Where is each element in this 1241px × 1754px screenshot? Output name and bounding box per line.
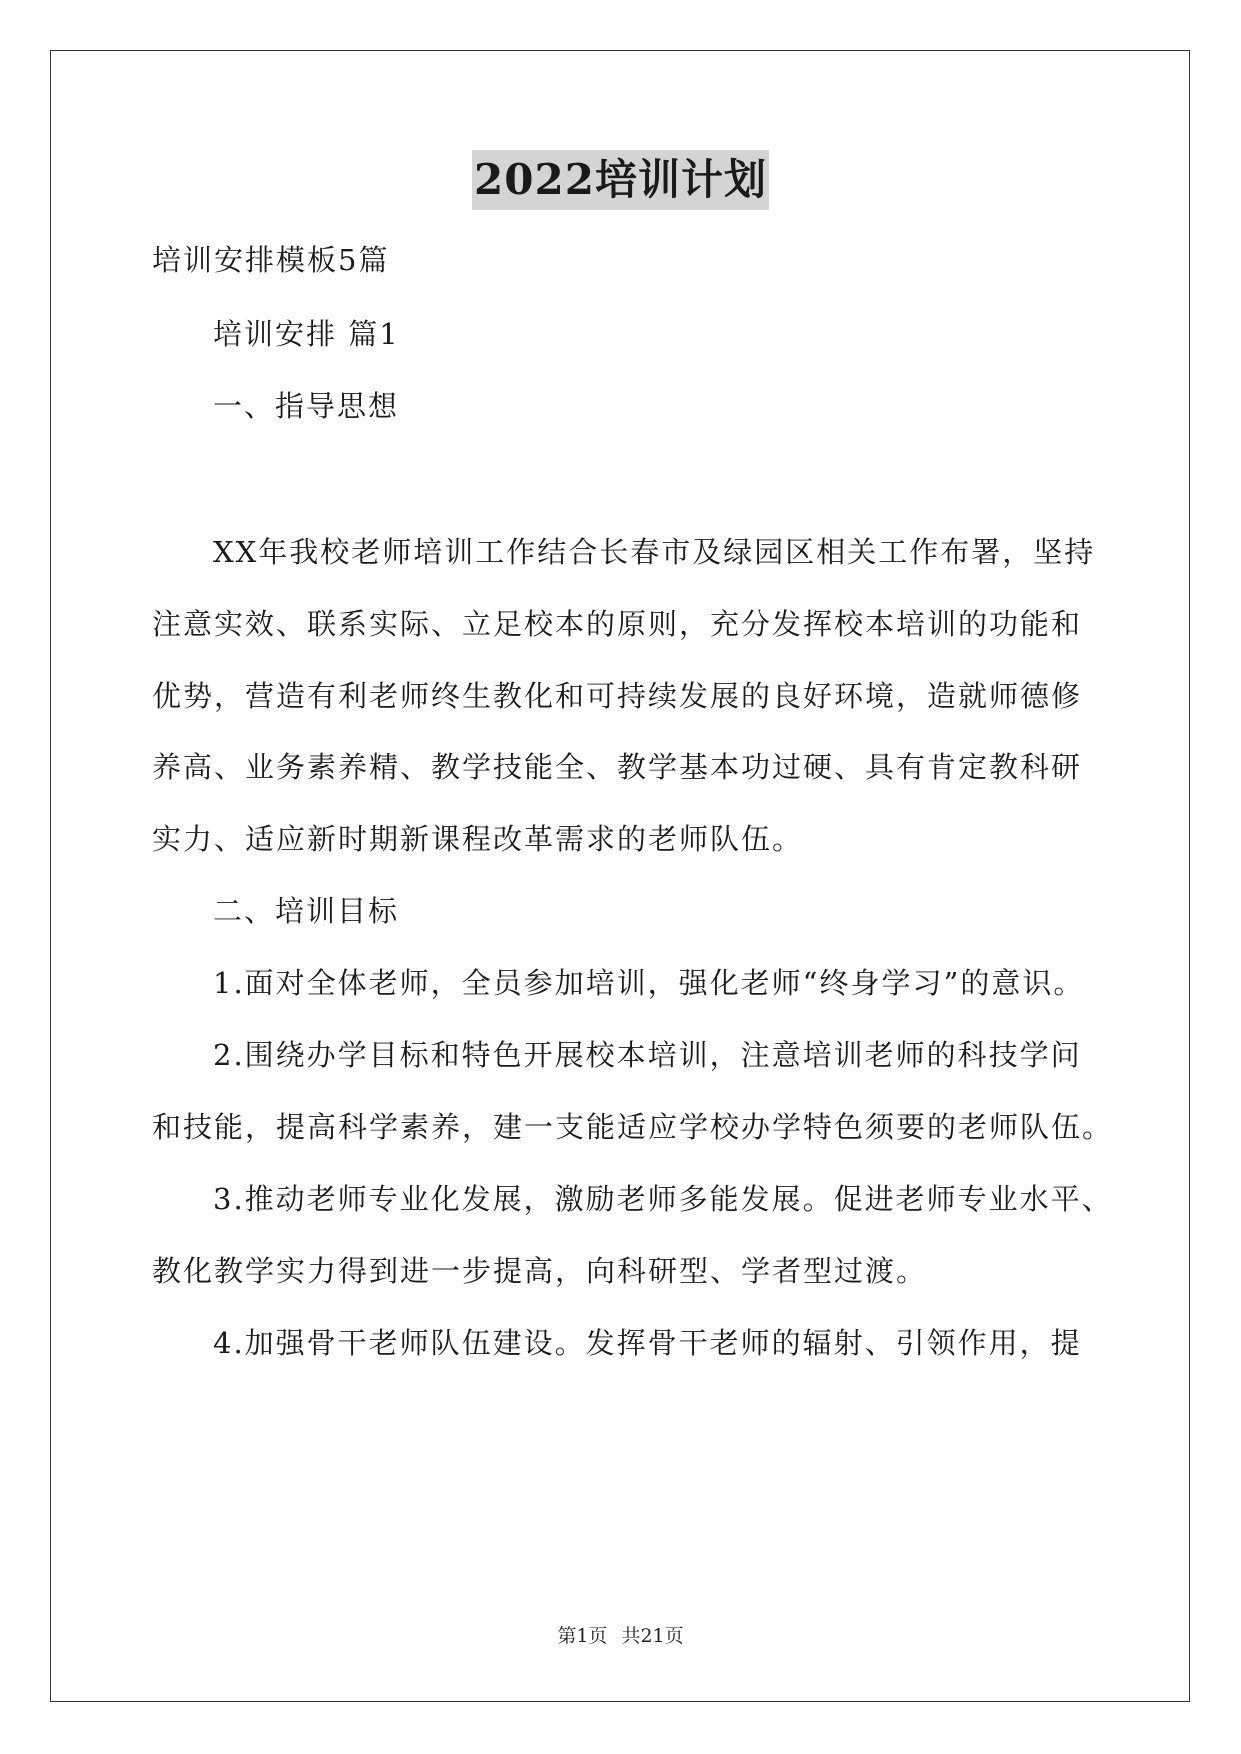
paragraph-line: 实力、适应新时期新课程改革需求的老师队伍。 bbox=[152, 822, 804, 856]
page-border bbox=[50, 50, 1190, 1702]
page-footer bbox=[0, 1624, 1241, 1648]
paragraph-line: 注意实效、联系实际、立足校本的原则，充分发挥校本培训的功能和 bbox=[152, 607, 1083, 641]
paragraph-line: 4.加强骨干老师队伍建设。发挥骨干老师的辐射、引领作用，提 bbox=[213, 1326, 1082, 1360]
paragraph-line: 2.围绕办学目标和特色开展校本培训，注意培训老师的科技学问 bbox=[213, 1038, 1082, 1072]
page-number-current: 第1页 bbox=[557, 1625, 608, 1647]
paragraph-line: 3.推动老师专业化发展，激励老师多能发展。促进老师专业水平、 bbox=[213, 1182, 1113, 1216]
document-title: 2022培训计划 bbox=[472, 150, 769, 210]
title-container bbox=[0, 150, 1241, 210]
subtitle-line: 培训安排模板5篇 bbox=[152, 243, 390, 277]
paragraph-line: 养高、业务素养精、教学技能全、教学基本功过硬、具有肯定教科研 bbox=[152, 750, 1083, 784]
paragraph-line: XX年我校老师培训工作结合长春市及绿园区相关工作布署，坚持 bbox=[213, 535, 1096, 569]
section-heading: 二、培训目标 bbox=[213, 894, 400, 928]
paragraph-line: 和技能，提高科学素养，建一支能适应学校办学特色须要的老师队伍。 bbox=[152, 1110, 1114, 1144]
section-heading: 一、指导思想 bbox=[213, 389, 400, 423]
section-heading: 培训安排 篇1 bbox=[213, 317, 400, 351]
paragraph-line: 教化教学实力得到进一步提高，向科研型、学者型过渡。 bbox=[152, 1254, 928, 1288]
page-number-total: 共21页 bbox=[621, 1625, 684, 1647]
paragraph-line: 优势，营造有利老师终生教化和可持续发展的良好环境，造就师德修 bbox=[152, 679, 1083, 713]
paragraph-line: 1.面对全体老师，全员参加培训，强化老师“终身学习”的意识。 bbox=[213, 966, 1085, 1000]
